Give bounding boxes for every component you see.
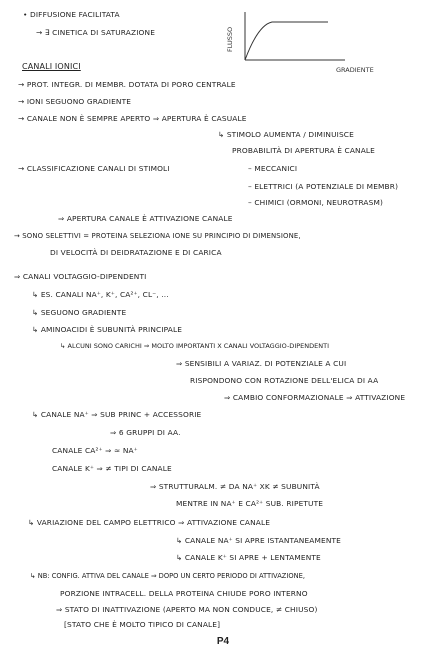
note-line-32: ↳ CANALE K⁺ SI APRE + LENTAMENTE: [176, 553, 321, 562]
note-line-11: – ELETTRICI (A POTENZIALE DI MEMBR): [248, 182, 399, 191]
note-line-13: ⇒ APERTURA CANALE È ATTIVAZIONE CANALE: [58, 214, 233, 223]
note-line-31: ↳ CANALE NA⁺ SI APRE ISTANTANEAMENTE: [176, 536, 342, 545]
note-line-14: → SONO SELETTIVI = PROTEINA SELEZIONA IONE SU PRINCIPIO DI DIMENSIONE,: [14, 232, 301, 240]
note-line-8: PROBABILITÀ DI APERTURA È CANALE: [232, 146, 375, 155]
note-line-7: ↳ STIMOLO AUMENTA / DIMINUISCE: [218, 130, 354, 139]
graph-x-label: GRADIENTE: [336, 66, 374, 74]
note-line-25: ⇒ 6 GRUPPI DI AA.: [110, 428, 181, 437]
note-line-1: • DIFFUSIONE FACILITATA: [23, 10, 120, 19]
note-line-21: ⇒ SENSIBILI A VARIAZ. DI POTENZIALE A CUI: [176, 359, 347, 368]
note-line-27: CANALE K⁺ ⇒ ≠ TIPI DI CANALE: [52, 464, 172, 473]
note-line-19: ↳ AMINOACIDI È SUBUNITÀ PRINCIPALE: [32, 325, 183, 334]
graph-saturation-curve: [245, 22, 328, 60]
note-line-9: → CLASSIFICAZIONE CANALI DI STIMOLI: [18, 164, 170, 173]
note-line-24: ↳ CANALE NA⁺ ⇒ SUB PRINC + ACCESSORIE: [32, 410, 202, 419]
section-heading: CANALI IONICI: [22, 62, 81, 71]
note-line-30: ↳ VARIAZIONE DEL CAMPO ELETTRICO ⇒ ATTIVAZIONE CANALE: [28, 518, 271, 527]
note-line-33: ↳ NB: CONFIG. ATTIVA DEL CANALE ⇒ DOPO UN CERTO PERIODO DI ATTIVAZIONE,: [30, 572, 305, 580]
note-line-20: ↳ ALCUNI SONO CARICHI ⇒ MOLTO IMPORTANTI X CANALI VOLTAGGIO-DIPENDENTI: [60, 342, 329, 350]
note-line-23: ⇒ CAMBIO CONFORMAZIONALE ⇒ ATTIVAZIONE: [224, 393, 406, 402]
note-line-6: → CANALE NON È SEMPRE APERTO ⇒ APERTURA È CASUALE: [18, 114, 247, 123]
note-line-12: – CHIMICI (ORMONI, NEUROTRASM): [248, 198, 384, 207]
note-line-22: RISPONDONO CON ROTAZIONE DELL'ELICA DI AA: [190, 376, 379, 385]
note-line-26: CANALE CA²⁺ ⇒ ≈ NA⁺: [52, 446, 138, 455]
page-number: P4: [216, 636, 230, 647]
note-line-34: PORZIONE INTRACELL. DELLA PROTEINA CHIUDE PORO INTERNO: [60, 589, 308, 598]
note-line-18: ↳ SEGUONO GRADIENTE: [32, 308, 127, 317]
note-line-17: ↳ ES. CANALI NA⁺, K⁺, CA²⁺, CL⁻, ...: [32, 290, 169, 299]
note-line-36: [STATO CHE È MOLTO TIPICO DI CANALE]: [64, 620, 221, 629]
note-line-29: MENTRE IN NA⁺ E CA²⁺ SUB. RIPETUTE: [176, 499, 324, 508]
note-line-16: ⇒ CANALI VOLTAGGIO-DIPENDENTI: [14, 272, 147, 281]
note-line-15: DI VELOCITÀ DI DEIDRATAZIONE E DI CARICA: [50, 248, 222, 257]
note-line-2: → ∃ CINETICA DI SATURAZIONE: [36, 28, 156, 37]
note-line-4: → PROT. INTEGR. DI MEMBR. DOTATA DI PORO CENTRALE: [18, 80, 236, 89]
note-line-35: ⇒ STATO DI INATTIVAZIONE (APERTO MA NON CONDUCE, ≠ CHIUSO): [56, 605, 318, 614]
note-line-10: – MECCANICI: [248, 164, 298, 173]
graph-y-label: FLUSSO: [226, 26, 234, 52]
note-line-28: ⇒ STRUTTURALM. ≠ DA NA⁺ XK ≠ SUBUNITÀ: [150, 482, 320, 491]
note-line-5: → IONI SEGUONO GRADIENTE: [18, 97, 132, 106]
